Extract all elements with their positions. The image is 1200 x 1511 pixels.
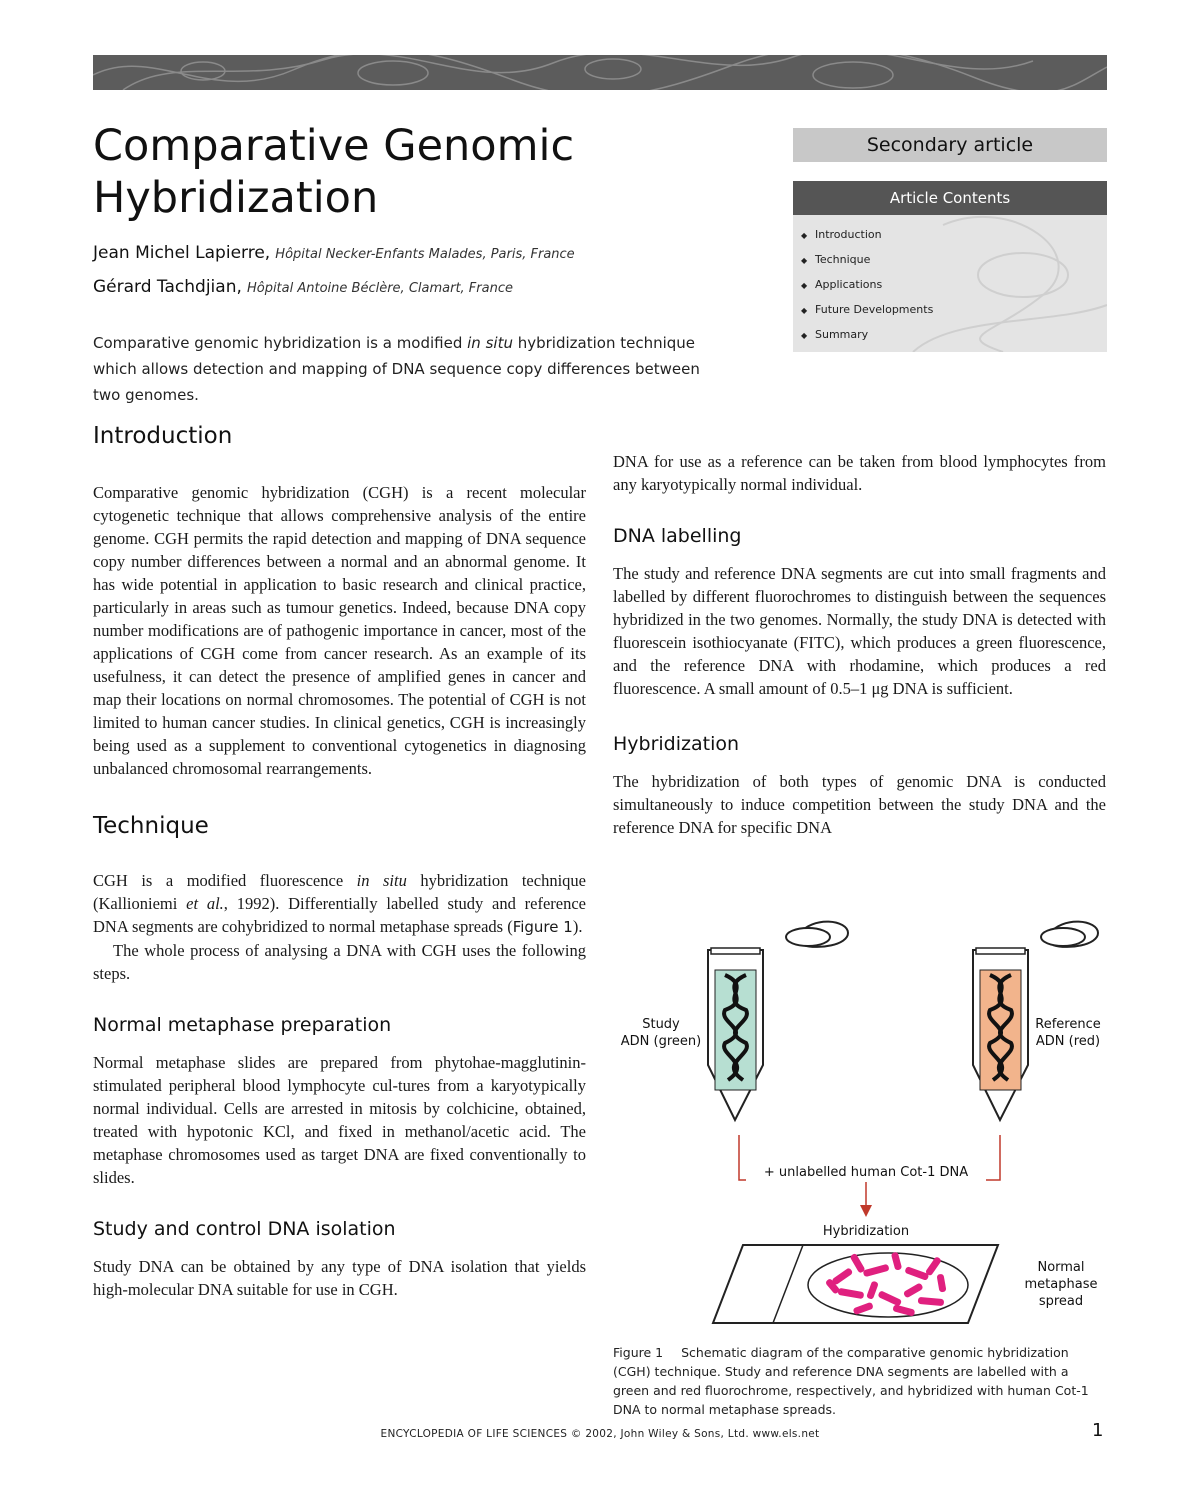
study-label-line-1: Study	[642, 1017, 680, 1032]
technique-emphasis: in situ	[356, 871, 407, 890]
contents-item-label: Summary	[815, 328, 869, 341]
figure-caption-label: Figure 1	[613, 1345, 664, 1360]
contents-item[interactable]	[801, 227, 1107, 252]
title-line-1: Comparative Genomic	[93, 121, 575, 171]
bullet-icon: ◆	[801, 231, 808, 240]
study-tube	[708, 922, 848, 1120]
figure-caption-text: Schematic diagram of the comparative genomic hybridization (CGH) technique. Study and reference DNA segments are labelled with a green and red fluorochrome, respectively, and hybridized with human Cot-1 DNA to normal metaphase spreads.	[613, 1345, 1089, 1417]
cot-1-label: + unlabelled human Cot-1 DNA	[763, 1165, 969, 1180]
author-name: Gérard Tachdjian,	[93, 277, 242, 297]
article-title	[93, 120, 733, 224]
technique-text: , 1992). Differentially labelled study and reference DNA segments are cohybridized to normal metaphase spreads (	[93, 894, 586, 936]
introduction-heading: Introduction	[93, 423, 233, 449]
technique-emphasis: et al.	[186, 894, 224, 913]
article-contents-title: Article Contents	[793, 181, 1107, 215]
right-column	[613, 450, 1106, 839]
contents-item[interactable]	[801, 327, 1107, 352]
bullet-icon: ◆	[801, 306, 808, 315]
author-entry	[93, 277, 575, 311]
isolation-text: Study DNA can be obtained by any type of DNA isolation that yields high-molecular DNA suitable for use in CGH.	[93, 1257, 586, 1299]
contents-item[interactable]	[801, 252, 1107, 277]
abstract-text-cont: hybridization technique which allows detection and mapping of DNA sequence copy differences between two genomes.	[93, 334, 700, 404]
author-name: Jean Michel Lapierre,	[93, 243, 271, 263]
metaphase-text: Normal metaphase slides are prepared from phytohae-magglutinin-stimulated peripheral blood lymphocyte cul-tures from a karyotypically normal individual. Cells are arrested in mitosis by colchicine, obtained, treated with hypotonic KCl, and fixed in methanol/acetic acid. The metaphase chromosomes used as target DNA are fixed conventionally to slides.	[93, 1053, 586, 1187]
spread-label-line-2: metaphase	[1024, 1277, 1098, 1292]
isolation-heading: Study and control DNA isolation	[93, 1218, 396, 1240]
title-line-2: Hybridization	[93, 173, 379, 223]
secondary-article-label: Secondary article	[793, 128, 1107, 162]
contents-item[interactable]	[801, 277, 1107, 302]
introduction-text: Comparative genomic hybridization (CGH) is a recent molecular cytogenetic technique that allows comprehensive analysis of the entire genome. CGH permits the rapid detection and mapping of DNA sequence copy number differences between a normal and an abnormal genome. It has wide potential in application to basic research and clinical practice, particularly in areas such as tumour genetics. Indeed, because DNA copy number modifications are of pathogenic importance in cancer, most of the applications of CGH come from cancer research. As an example of its usefulness, it can detect the presence of amplified genes in cancer and map their locations on normal chromosomes. The potential of CGH is not limited to human cancer studies. In clinical genetics, CGH is increasingly being used as a supplement to conventional cytogenetics in diagnosing unbalanced chromosomal rearrangements.	[93, 483, 586, 778]
contents-item-label: Introduction	[815, 228, 882, 241]
abstract-emphasis: in situ	[467, 334, 513, 352]
labelling-heading: DNA labelling	[613, 525, 742, 547]
cgh-diagram	[613, 915, 1107, 1335]
author-entry	[93, 243, 575, 277]
isolation-text-continued: DNA for use as a reference can be taken from blood lymphocytes from any karyotypically normal individual.	[613, 452, 1106, 494]
hybridization-label: Hybridization	[822, 1224, 910, 1239]
header-banner	[93, 55, 1107, 90]
hybridization-heading: Hybridization	[613, 733, 740, 755]
technique-paragraph-2: The whole process of analysing a DNA with CGH uses the following steps.	[93, 941, 586, 983]
article-contents-box	[793, 215, 1107, 352]
contents-item-label: Future Developments	[815, 303, 934, 316]
bullet-icon: ◆	[801, 281, 808, 290]
down-arrow-icon	[860, 1205, 872, 1217]
spread-label-line-1: Normal	[1037, 1260, 1085, 1275]
labelling-text: The study and reference DNA segments are cut into small fragments and labelled by different fluorochromes to distinguish between the sequences hybridized in the two genomes. Normally, the study DNA is detected with fluorescein isothiocyanate (FITC), which produces a green fluorescence, and the reference DNA with rhodamine, which produces a red fluorescence. A small amount of 0.5–1 μg DNA is sufficient.	[613, 564, 1106, 698]
figure-1	[613, 915, 1107, 1335]
technique-heading: Technique	[93, 813, 209, 839]
author-list	[93, 243, 575, 311]
abstract-text: Comparative genomic hybridization is a modified	[93, 334, 468, 352]
abstract	[93, 330, 718, 408]
technique-text: CGH is a modified fluorescence	[93, 871, 357, 890]
spread-label-line-3: spread	[1038, 1294, 1084, 1309]
bullet-icon: ◆	[801, 256, 808, 265]
author-affiliation: Hôpital Necker-Enfants Malades, Paris, France	[275, 247, 575, 262]
bullet-icon: ◆	[801, 331, 808, 340]
technique-text: ).	[572, 917, 583, 936]
left-column	[93, 420, 586, 1301]
metaphase-heading: Normal metaphase preparation	[93, 1014, 392, 1036]
figure-reference-link[interactable]: Figure 1	[512, 918, 573, 936]
contents-item[interactable]	[801, 302, 1107, 327]
contents-item-label: Applications	[815, 278, 883, 291]
contents-list	[793, 215, 1107, 352]
page-number: 1	[1092, 1420, 1104, 1441]
contents-item-label: Technique	[815, 253, 871, 266]
figure-caption	[613, 1343, 1107, 1419]
page-footer: ENCYCLOPEDIA OF LIFE SCIENCES © 2002, John Wiley & Sons, Ltd. www.els.net	[380, 1428, 820, 1440]
technique-text: hybridization technique (Kallioniemi	[93, 871, 586, 913]
author-affiliation: Hôpital Antoine Béclère, Clamart, France	[246, 281, 513, 296]
reference-label-line-2: ADN (red)	[1035, 1034, 1101, 1049]
article-sidebar	[793, 128, 1107, 352]
reference-label-line-1: Reference	[1035, 1017, 1101, 1032]
hybridization-text: The hybridization of both types of genomic DNA is conducted simultaneously to induce competition between the study DNA and the reference DNA for specific DNA	[613, 772, 1106, 837]
study-label-line-2: ADN (green)	[620, 1034, 702, 1049]
banner-swirl-decoration	[93, 55, 1107, 90]
technique-paragraph-1	[93, 869, 586, 939]
